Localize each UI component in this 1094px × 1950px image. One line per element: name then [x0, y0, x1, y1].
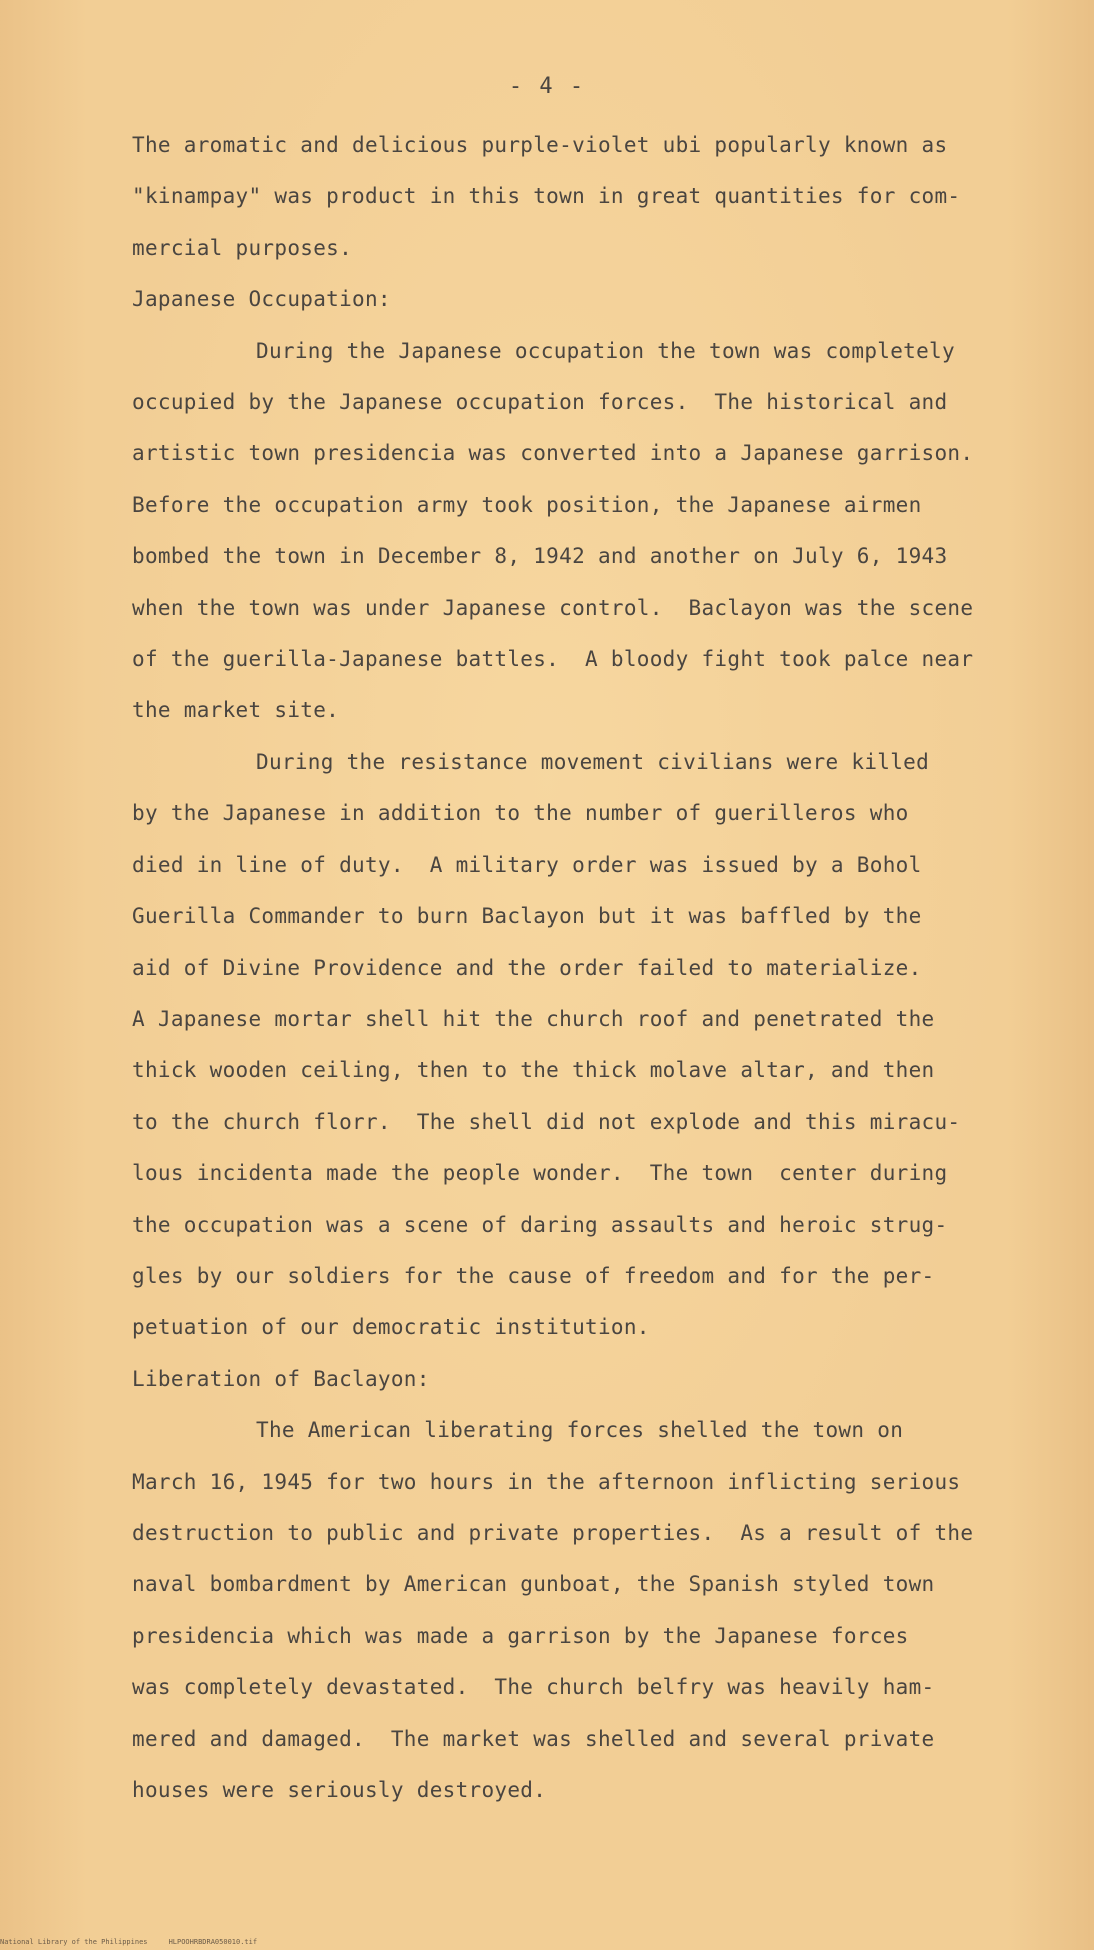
text-line: aid of Divine Providence and the order failed to materialize.	[132, 955, 922, 980]
text-line: thick wooden ceiling, then to the thick molave altar, and then	[132, 1058, 935, 1083]
text-line: artistic town presidencia was converted into a Japanese garrison.	[132, 441, 974, 466]
text-line: the market site.	[132, 698, 340, 723]
text-line: was completely devastated. The church belfry was heavily ham-	[132, 1675, 935, 1700]
footer-note: National Library of the Philippines HLPOOHRBDRA050010.tif	[0, 1938, 258, 1946]
text-line: mercial purposes.	[132, 235, 353, 260]
text-line: naval bombardment by American gunboat, the Spanish styled town	[132, 1572, 935, 1597]
text-line: The American liberating forces shelled the town on	[256, 1418, 904, 1443]
text-line: petuation of our democratic institution.	[132, 1315, 650, 1340]
text-line: During the resistance movement civilians were killed	[256, 749, 930, 774]
text-line: Japanese Occupation:	[132, 287, 391, 312]
text-line: Before the occupation army took position, the Japanese airmen	[132, 492, 922, 517]
text-line: by the Japanese in addition to the number of guerilleros who	[132, 801, 909, 826]
text-line: presidencia which was made a garrison by the Japanese forces	[132, 1623, 909, 1648]
text-line: bombed the town in December 8, 1942 and another on July 6, 1943	[132, 544, 948, 569]
text-line: "kinampay" was product in this town in great quantities for com-	[132, 184, 961, 209]
text-line: occupied by the Japanese occupation forces. The historical and	[132, 390, 948, 415]
document-body	[132, 120, 992, 1816]
text-line: lous incidenta made the people wonder. The town center during	[132, 1161, 948, 1186]
text-line: mered and damaged. The market was shelled and several private	[132, 1726, 935, 1751]
text-line: to the church florr. The shell did not explode and this miracu-	[132, 1109, 961, 1134]
text-line: gles by our soldiers for the cause of freedom and for the per-	[132, 1263, 935, 1288]
text-line: March 16, 1945 for two hours in the afternoon inflicting serious	[132, 1469, 961, 1494]
text-line: when the town was under Japanese control. Baclayon was the scene	[132, 595, 974, 620]
text-line: houses were seriously destroyed.	[132, 1778, 547, 1802]
text-line: died in line of duty. A military order was issued by a Bohol	[132, 852, 922, 877]
text-line: of the guerilla-Japanese battles. A bloody fight took palce near	[132, 647, 974, 672]
text-line: Guerilla Commander to burn Baclayon but it was baffled by the	[132, 904, 922, 929]
page-number: - 4 -	[508, 74, 586, 99]
text-line: During the Japanese occupation the town was completely	[256, 338, 955, 363]
text-line: destruction to public and private properties. As a result of the	[132, 1520, 974, 1545]
text-line: the occupation was a scene of daring assaults and heroic strug-	[132, 1212, 948, 1237]
text-line: The aromatic and delicious purple-violet ubi popularly known as	[132, 133, 948, 157]
text-line: Liberation of Baclayon:	[132, 1366, 430, 1391]
text-line: A Japanese mortar shell hit the church roof and penetrated the	[132, 1006, 935, 1031]
